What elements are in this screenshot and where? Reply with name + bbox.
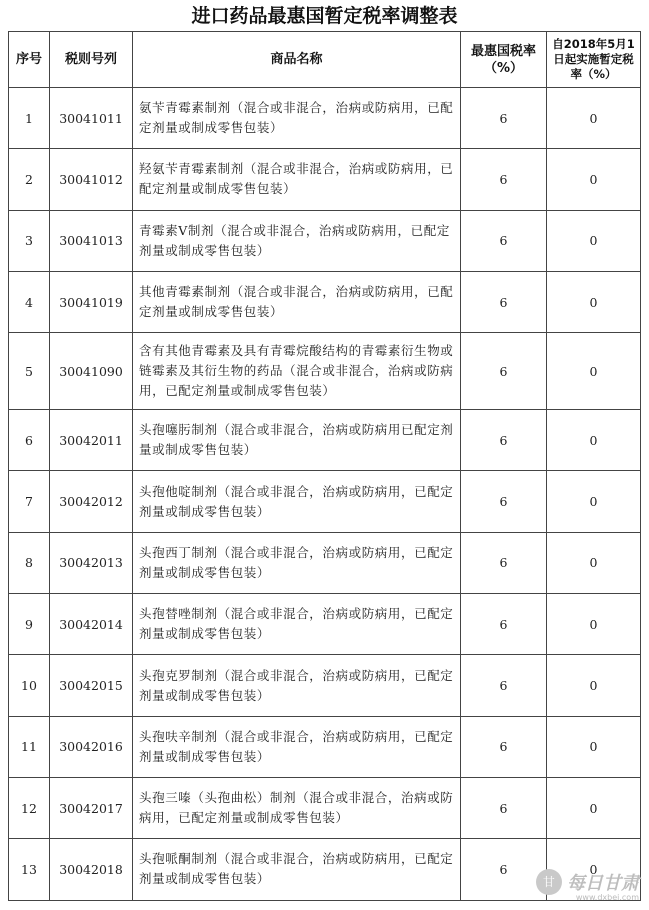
cell-code: 30042014	[50, 594, 133, 655]
table-row	[9, 88, 641, 149]
table-header-row	[9, 32, 641, 88]
cell-mfn: 6	[461, 594, 547, 655]
cell-seq: 9	[9, 594, 50, 655]
table-row	[9, 777, 641, 838]
cell-name: 头孢噻肟制剂（混合或非混合，治病或防病用已配定剂量或制成零售包装）	[133, 410, 461, 471]
watermark-url: www.dxbei.com	[575, 893, 639, 902]
header-name: 商品名称	[133, 32, 461, 88]
gansu-daily-logo-icon: 甘	[536, 869, 562, 895]
header-seq: 序号	[9, 32, 50, 88]
cell-code: 30041019	[50, 271, 133, 332]
cell-name: 羟氨苄青霉素制剂（混合或非混合，治病或防病用，已配定剂量或制成零售包装）	[133, 149, 461, 210]
table-row	[9, 532, 641, 593]
cell-name: 头孢哌酮制剂（混合或非混合，治病或防病用，已配定剂量或制成零售包装）	[133, 839, 461, 900]
cell-mfn: 6	[461, 271, 547, 332]
cell-code: 30042018	[50, 839, 133, 900]
cell-mfn: 6	[461, 210, 547, 271]
watermark-brand: 每日甘肃	[567, 873, 639, 894]
cell-seq: 7	[9, 471, 50, 532]
cell-provisional: 0	[547, 839, 641, 900]
cell-name: 氨苄青霉素制剂（混合或非混合，治病或防病用，已配定剂量或制成零售包装）	[133, 88, 461, 149]
cell-code: 30041090	[50, 333, 133, 410]
cell-seq: 4	[9, 271, 50, 332]
table-row	[9, 471, 641, 532]
cell-name: 头孢克罗制剂（混合或非混合，治病或防病用，已配定剂量或制成零售包装）	[133, 655, 461, 716]
cell-mfn: 6	[461, 716, 547, 777]
cell-provisional: 0	[547, 532, 641, 593]
cell-provisional: 0	[547, 471, 641, 532]
header-code: 税则号列	[50, 32, 133, 88]
table-row	[9, 655, 641, 716]
cell-provisional: 0	[547, 777, 641, 838]
cell-seq: 12	[9, 777, 50, 838]
cell-name: 头孢呋辛制剂（混合或非混合，治病或防病用，已配定剂量或制成零售包装）	[133, 716, 461, 777]
cell-code: 30041013	[50, 210, 133, 271]
cell-mfn: 6	[461, 88, 547, 149]
watermark	[536, 869, 639, 902]
cell-seq: 3	[9, 210, 50, 271]
table-row	[9, 210, 641, 271]
cell-name: 头孢替唑制剂（混合或非混合，治病或防病用，已配定剂量或制成零售包装）	[133, 594, 461, 655]
table-row	[9, 716, 641, 777]
cell-mfn: 6	[461, 777, 547, 838]
cell-mfn: 6	[461, 471, 547, 532]
cell-code: 30042016	[50, 716, 133, 777]
cell-seq: 13	[9, 839, 50, 900]
cell-code: 30042011	[50, 410, 133, 471]
table-row	[9, 594, 641, 655]
cell-provisional: 0	[547, 716, 641, 777]
cell-mfn: 6	[461, 149, 547, 210]
cell-provisional: 0	[547, 210, 641, 271]
cell-code: 30042015	[50, 655, 133, 716]
cell-seq: 6	[9, 410, 50, 471]
table-row	[9, 333, 641, 410]
cell-mfn: 6	[461, 532, 547, 593]
cell-seq: 10	[9, 655, 50, 716]
header-mfn: 最惠国税率（%）	[461, 32, 547, 88]
cell-mfn: 6	[461, 655, 547, 716]
cell-provisional: 0	[547, 149, 641, 210]
cell-name: 头孢三嗪（头孢曲松）制剂（混合或非混合，治病或防病用，已配定剂量或制成零售包装）	[133, 777, 461, 838]
cell-seq: 2	[9, 149, 50, 210]
header-provisional: 自2018年5月1日起实施暂定税率（%）	[547, 32, 641, 88]
cell-code: 30041012	[50, 149, 133, 210]
table-row	[9, 149, 641, 210]
cell-code: 30042017	[50, 777, 133, 838]
cell-seq: 8	[9, 532, 50, 593]
cell-code: 30041011	[50, 88, 133, 149]
cell-mfn: 6	[461, 333, 547, 410]
cell-provisional: 0	[547, 333, 641, 410]
cell-code: 30042012	[50, 471, 133, 532]
cell-mfn: 6	[461, 839, 547, 900]
table-row	[9, 410, 641, 471]
cell-provisional: 0	[547, 655, 641, 716]
cell-name: 头孢他啶制剂（混合或非混合，治病或防病用，已配定剂量或制成零售包装）	[133, 471, 461, 532]
cell-mfn: 6	[461, 410, 547, 471]
cell-seq: 11	[9, 716, 50, 777]
cell-seq: 5	[9, 333, 50, 410]
cell-name: 头孢西丁制剂（混合或非混合，治病或防病用，已配定剂量或制成零售包装）	[133, 532, 461, 593]
cell-provisional: 0	[547, 594, 641, 655]
cell-code: 30042013	[50, 532, 133, 593]
cell-name: 其他青霉素制剂（混合或非混合，治病或防病用，已配定剂量或制成零售包装）	[133, 271, 461, 332]
table-row	[9, 271, 641, 332]
page-title: 进口药品最惠国暂定税率调整表	[191, 5, 458, 27]
cell-name: 青霉素V制剂（混合或非混合，治病或防病用，已配定剂量或制成零售包装）	[133, 210, 461, 271]
cell-provisional: 0	[547, 271, 641, 332]
cell-seq: 1	[9, 88, 50, 149]
cell-provisional: 0	[547, 410, 641, 471]
cell-provisional: 0	[547, 88, 641, 149]
tariff-table	[8, 31, 641, 901]
cell-name: 含有其他青霉素及具有青霉烷酸结构的青霉素衍生物或链霉素及其衍生物的药品（混合或非混合，治病或防病用，已配定剂量或制成零售包装）	[133, 333, 461, 410]
